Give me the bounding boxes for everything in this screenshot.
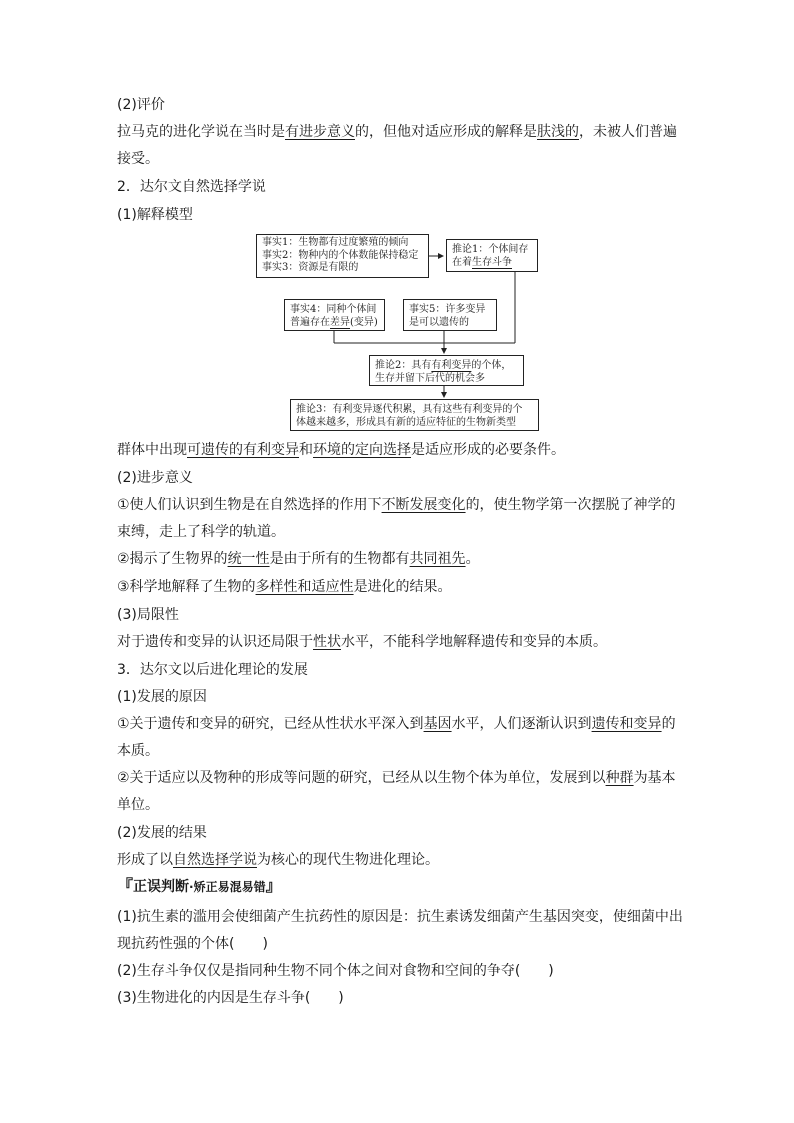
box6-line2: 体越来越多，形成具有新的适应特征的生物新类型 (296, 417, 516, 428)
box6-line1: 推论3：有利变异逐代积累，具有这些有利变异的个 (296, 404, 523, 415)
box-fact-5 (403, 299, 497, 331)
significance-item2: ②揭示了生物界的统一性是由于所有的生物都有共同祖先。 (117, 551, 480, 567)
box-inference-1 (446, 239, 538, 272)
box-facts-1-3 (256, 234, 429, 278)
significance-item1-line1: ①使人们认识到生物是在自然选择的作用下不断发展变化的，使生物学第一次摆脱了神学的 (117, 497, 676, 513)
box-inference-3 (290, 399, 539, 431)
box1-line3: 事实3：资源是有限的 (262, 262, 359, 273)
significance-item3: ③科学地解释了生物的多样性和适应性是进化的结果。 (117, 579, 452, 595)
callout-true-false (117, 876, 282, 897)
bracket-open-icon: 『 (117, 876, 134, 895)
box-inference-2 (369, 355, 524, 386)
box5-line2: 生存并留下后代的机会多 (375, 373, 485, 384)
box1-line2: 事实2：物种内的个体数能保持稳定 (262, 249, 419, 261)
box2-line1: 推论1：个体间存 (452, 244, 529, 255)
callout-title: 正误判断 (133, 879, 190, 895)
question-3: (3)生物进化的内因是生存斗争( ) (117, 990, 344, 1006)
significance-item1-line2: 束缚，走上了科学的轨道。 (117, 524, 285, 540)
question-1-line1: (1)抗生素的滥用会使细菌产生抗药性的原因是：抗生素诱发细菌产生基因突变，使细菌中出 (117, 909, 683, 925)
reasons-item2-line2: 单位。 (117, 797, 159, 813)
box5-line1: 推论2：具有有利变异的个体， (375, 360, 512, 371)
question-2: (2)生存斗争仅仅是指同种生物不同个体之间对食物和空间的争夺( ) (117, 963, 554, 979)
box2-line2: 在着生存斗争 (452, 257, 512, 268)
section-title-evaluation: (2)评价 (117, 97, 165, 113)
subheading-significance: (2)进步意义 (117, 470, 193, 486)
reasons-item2-line1: ②关于适应以及物种的形成等问题的研究，已经从以生物个体为单位，发展到以种群为基本 (117, 770, 676, 786)
subheading-model: (1)解释模型 (117, 207, 193, 223)
reasons-item1-line1: ①关于遗传和变异的研究，已经从性状水平深入到基因水平，人们逐渐认识到遗传和变异的 (117, 716, 676, 732)
subheading-limitations: (3)局限性 (117, 607, 179, 623)
paragraph-conditions: 群体中出现可遗传的有利变异和环境的定向选择是适应形成的必要条件。 (117, 442, 565, 458)
heading-post-darwin: 3．达尔文以后进化理论的发展 (117, 662, 308, 678)
subheading-reasons: (1)发展的原因 (117, 689, 207, 705)
bracket-close-icon: 』 (265, 876, 282, 895)
box4-line1: 事实5：许多变异 (409, 304, 486, 315)
paragraph-results: 形成了以自然选择学说为核心的现代生物进化理论。 (117, 852, 439, 868)
heading-darwin-theory: 2．达尔文自然选择学说 (117, 179, 266, 195)
paragraph-limitations: 对于遗传和变异的认识还局限于性状水平，不能科学地解释遗传和变异的本质。 (117, 634, 607, 650)
box3-line2: 普遍存在差异(变异) (290, 317, 378, 328)
callout-subtitle: ·矫正易混易错 (189, 880, 266, 894)
box3-line1: 事实4：同种个体间 (290, 304, 377, 315)
box-fact-4 (284, 299, 385, 331)
box4-line2: 是可以遗传的 (409, 317, 469, 328)
box1-line1: 事实1：生物都有过度繁殖的倾向 (262, 237, 409, 248)
subheading-results: (2)发展的结果 (117, 825, 207, 841)
reasons-item1-line2: 本质。 (117, 743, 159, 759)
paragraph-evaluation-line1: 拉马克的进化学说在当时是有进步意义的，但他对适应形成的解释是肤浅的，未被人们普遍 (117, 124, 677, 140)
question-1-line2: 现抗药性强的个体( ) (117, 936, 268, 952)
paragraph-evaluation-line2: 接受。 (117, 151, 159, 167)
